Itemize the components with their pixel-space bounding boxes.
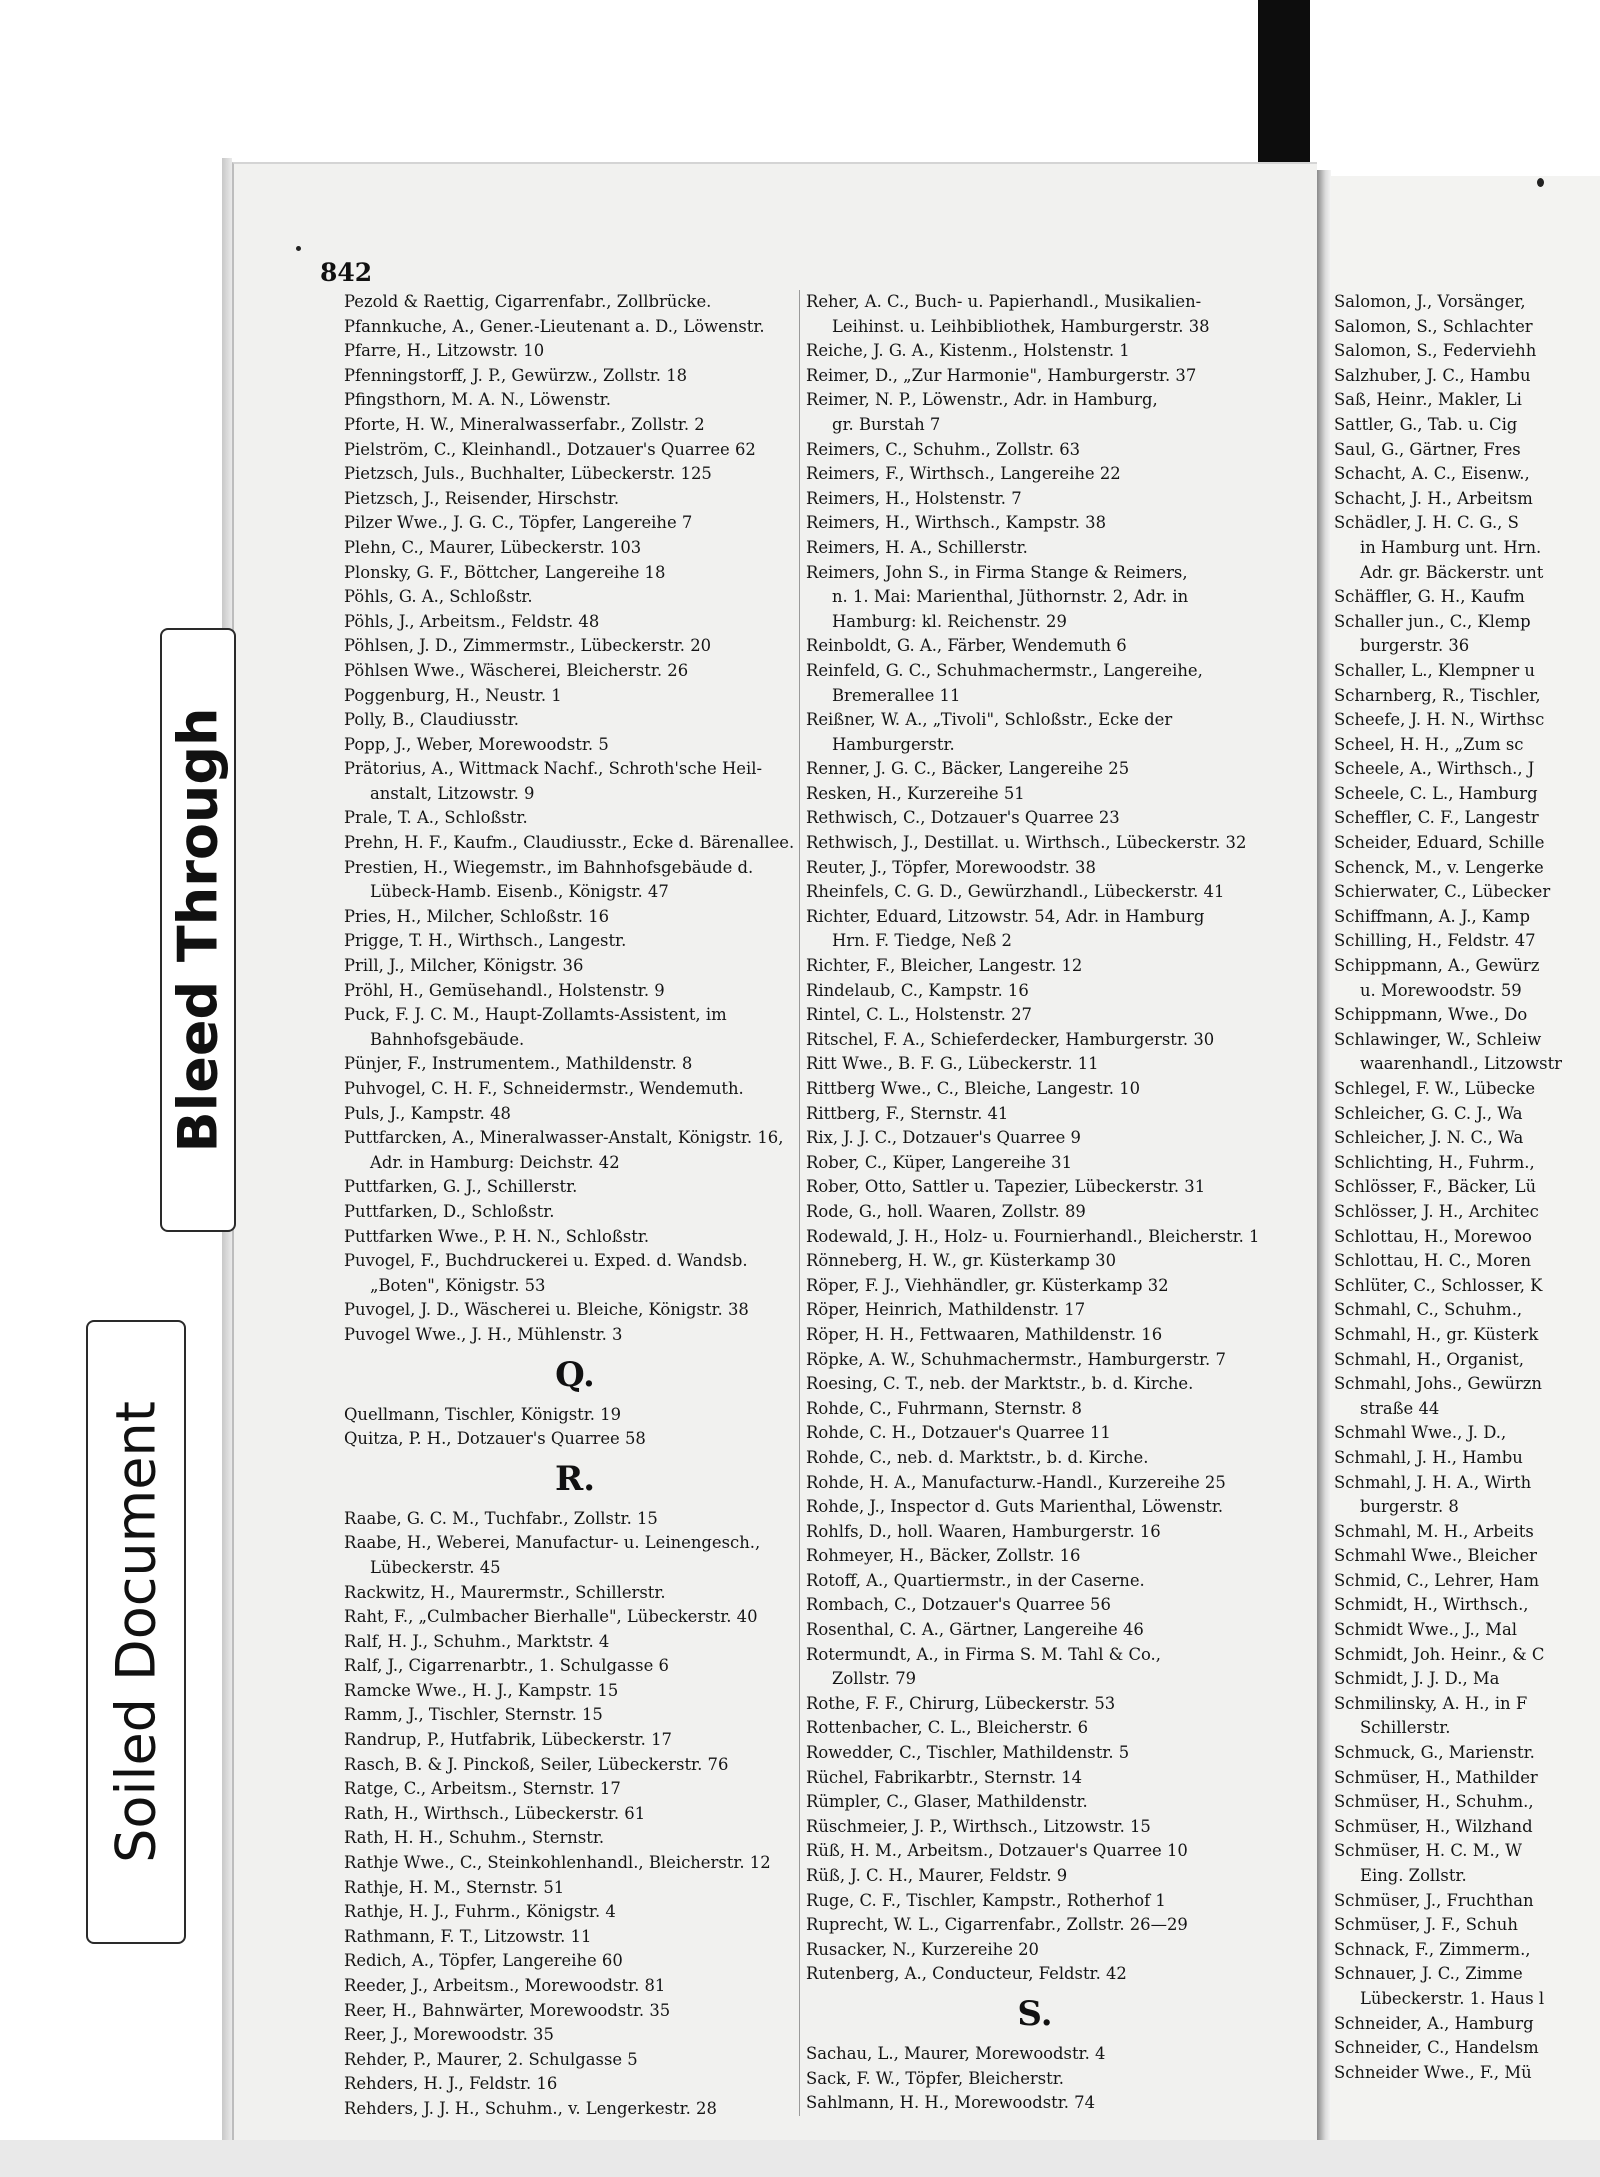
directory-entry: Pfenningstorff, J. P., Gewürzw., Zollstr. 18 xyxy=(344,365,688,385)
directory-entry: Quitza, P. H., Dotzauer's Quarree 58 xyxy=(344,1429,646,1449)
directory-entry: Rix, J. J. C., Dotzauer's Quarree 9 xyxy=(806,1128,1081,1148)
directory-entry: Salomon, S., Federviehh xyxy=(1334,341,1537,361)
directory-entry: Puttfarken, G. J., Schillerstr. xyxy=(344,1177,578,1197)
directory-entry: Rosenthal, C. A., Gärtner, Langereihe 46 xyxy=(806,1620,1144,1640)
directory-entry: Schmüser, J., Fruchthan xyxy=(1334,1890,1534,1910)
directory-entry: Reimers, H., Holstenstr. 7 xyxy=(806,488,1022,508)
directory-entry-continuation: Lübeckerstr. 1. Haus l xyxy=(1360,1988,1545,2008)
directory-entry: Sahlmann, H. H., Morewoodstr. 74 xyxy=(806,2093,1096,2113)
directory-entry: Rathmann, F. T., Litzowstr. 11 xyxy=(344,1926,592,1946)
directory-entry: Schmuck, G., Marienstr. xyxy=(1334,1743,1535,1763)
directory-entry: Reer, H., Bahnwärter, Morewoodstr. 35 xyxy=(344,2000,671,2020)
directory-entry: Raabe, G. C. M., Tuchfabr., Zollstr. 15 xyxy=(344,1508,658,1528)
directory-entry: Sachau, L., Maurer, Morewoodstr. 4 xyxy=(806,2043,1106,2063)
directory-entry: Schmüser, H., Schuhm., xyxy=(1334,1792,1534,1812)
directory-entry: Rheinfels, C. G. D., Gewürzhandl., Lübeckerstr. 41 xyxy=(806,882,1225,902)
directory-entry: Pielström, C., Kleinhandl., Dotzauer's Quarree 62 xyxy=(344,439,756,459)
directory-entry: Puvogel, F., Buchdruckerei u. Exped. d. Wandsb. xyxy=(344,1251,748,1271)
directory-entry-continuation: in Hamburg unt. Hrn. xyxy=(1360,537,1542,557)
directory-entry: Prestien, H., Wiegemstr., im Bahnhofsgebäude d. xyxy=(344,857,754,877)
directory-entry: Quellmann, Tischler, Königstr. 19 xyxy=(344,1404,622,1424)
directory-entry: Reimer, D., „Zur Harmonie", Hamburgerstr. 37 xyxy=(806,365,1197,385)
directory-entry: Ratge, C., Arbeitsm., Sternstr. 17 xyxy=(344,1779,621,1799)
directory-entry: Schilling, H., Feldstr. 47 xyxy=(1334,931,1536,951)
directory-entry: Schippmann, A., Gewürz xyxy=(1334,956,1540,976)
directory-entry: Rusacker, N., Kurzereihe 20 xyxy=(806,1939,1039,1959)
book-gutter xyxy=(1317,170,1331,2145)
directory-entry: Pries, H., Milcher, Schloßstr. 16 xyxy=(344,906,610,926)
directory-entry-continuation: „Boten", Königstr. 53 xyxy=(370,1275,546,1295)
directory-entry: Rath, H., Wirthsch., Lübeckerstr. 61 xyxy=(344,1803,646,1823)
directory-entry: Pöhls, G. A., Schloßstr. xyxy=(344,587,533,607)
bleed-through-stamp xyxy=(160,628,236,1232)
directory-entry: Schmid, C., Lehrer, Ham xyxy=(1334,1570,1539,1590)
directory-entry: Schlottau, H. C., Moren xyxy=(1334,1251,1532,1271)
directory-entry: Scheffler, C. F., Langestr xyxy=(1334,808,1539,828)
directory-entry: Plonsky, G. F., Böttcher, Langereihe 18 xyxy=(344,562,666,582)
directory-entry: Schacht, A. C., Eisenw., xyxy=(1334,464,1530,484)
directory-entry: Reeder, J., Arbeitsm., Morewoodstr. 81 xyxy=(344,1976,666,1995)
directory-entry: Rober, Otto, Sattler u. Tapezier, Lübeckerstr. 31 xyxy=(806,1177,1206,1197)
directory-entry: Puttfarcken, A., Mineralwasser-Anstalt, Königstr. 16, xyxy=(344,1128,784,1148)
directory-entry: Schlottau, H., Morewoo xyxy=(1334,1226,1532,1246)
directory-entry: Schmidt Wwe., J., Mal xyxy=(1334,1620,1517,1640)
directory-entry: Rehder, P., Maurer, 2. Schulgasse 5 xyxy=(344,2049,638,2069)
directory-entry: Ruge, C. F., Tischler, Kampstr., Rotherhof 1 xyxy=(806,1890,1166,1910)
directory-entry-continuation: Bahnhofsgebäude. xyxy=(370,1029,525,1049)
directory-entry: Schmilinsky, A. H., in F xyxy=(1334,1693,1528,1713)
directory-entry: Ramcke Wwe., H. J., Kampstr. 15 xyxy=(344,1680,619,1700)
directory-entry: Redich, A., Töpfer, Langereihe 60 xyxy=(344,1951,623,1971)
directory-entry: Raht, F., „Culmbacher Bierhalle", Lübeckerstr. 40 xyxy=(344,1607,758,1627)
directory-entry: Rotoff, A., Quartiermstr., in der Caserne. xyxy=(806,1570,1145,1590)
directory-entry-continuation: anstalt, Litzowstr. 9 xyxy=(370,783,535,803)
directory-entry: Schnack, F., Zimmerm., xyxy=(1334,1939,1531,1959)
directory-entry: Schmüser, H. C. M., W xyxy=(1334,1841,1522,1861)
directory-entry: Rathje, H. M., Sternstr. 51 xyxy=(344,1877,565,1897)
directory-entry: Rüß, J. C. H., Maurer, Feldstr. 9 xyxy=(806,1866,1068,1885)
directory-entry: Schmahl, H., gr. Küsterk xyxy=(1334,1324,1539,1344)
directory-entry: Schmahl, C., Schuhm., xyxy=(1334,1300,1523,1320)
directory-entry: Rober, C., Küper, Langereihe 31 xyxy=(806,1152,1073,1172)
directory-entry-continuation: burgerstr. 8 xyxy=(1360,1497,1459,1517)
directory-entry-continuation: u. Morewoodstr. 59 xyxy=(1360,980,1522,1000)
directory-entry: Reimers, H., Wirthsch., Kampstr. 38 xyxy=(806,513,1107,533)
directory-entry: Rohde, C., neb. d. Marktstr., b. d. Kirche. xyxy=(806,1447,1149,1467)
directory-entry: Rombach, C., Dotzauer's Quarree 56 xyxy=(806,1595,1111,1615)
directory-entry: Schippmann, Wwe., Do xyxy=(1334,1005,1528,1025)
directory-entry: Rath, H. H., Schuhm., Sternstr. xyxy=(344,1828,605,1848)
directory-entry: Popp, J., Weber, Morewoodstr. 5 xyxy=(344,734,609,754)
directory-entry-continuation: Eing. Zollstr. xyxy=(1360,1866,1467,1885)
directory-entry-continuation: Zollstr. 79 xyxy=(832,1669,917,1689)
bleed-through-label: Bleed Through xyxy=(166,707,230,1153)
directory-entry: Rowedder, C., Tischler, Mathildenstr. 5 xyxy=(806,1743,1130,1763)
directory-entry: Schmahl Wwe., J. D., xyxy=(1334,1423,1507,1443)
directory-entry: Reinboldt, G. A., Färber, Wendemuth 6 xyxy=(806,636,1127,656)
directory-entry: Rode, G., holl. Waaren, Zollstr. 89 xyxy=(806,1201,1086,1221)
directory-entry: Schaller jun., C., Klemp xyxy=(1334,611,1531,631)
directory-entry: Pietzsch, Juls., Buchhalter, Lübeckerstr. 125 xyxy=(344,464,712,484)
directory-entry-continuation: Hamburgerstr. xyxy=(832,734,955,754)
directory-entry: Prigge, T. H., Wirthsch., Langestr. xyxy=(344,931,627,951)
directory-entry: Reimer, N. P., Löwenstr., Adr. in Hamburg, xyxy=(806,390,1158,410)
directory-entry: Schmüser, H., Mathilder xyxy=(1334,1767,1538,1787)
directory-entry: Ramm, J., Tischler, Sternstr. 15 xyxy=(344,1705,603,1725)
directory-entry: Rodewald, J. H., Holz- u. Fournierhandl., Bleicherstr. 1 xyxy=(806,1226,1260,1246)
directory-entry: Pilzer Wwe., J. G. C., Töpfer, Langereihe 7 xyxy=(344,513,693,533)
directory-entry: Prätorius, A., Wittmack Nachf., Schroth'sche Heil- xyxy=(344,759,762,779)
directory-entry: Schneider Wwe., F., Mü xyxy=(1334,2062,1532,2082)
directory-entry: Rehders, H. J., Feldstr. 16 xyxy=(344,2074,558,2094)
directory-entry: Rönneberg, H. W., gr. Küsterkamp 30 xyxy=(806,1251,1117,1271)
directory-entry: Schmidt, H., Wirthsch., xyxy=(1334,1595,1529,1615)
directory-entry: Rethwisch, C., Dotzauer's Quarree 23 xyxy=(806,808,1120,828)
directory-entry-continuation: n. 1. Mai: Marienthal, Jüthornstr. 2, Adr. in xyxy=(832,587,1189,607)
directory-entry: Scheider, Eduard, Schille xyxy=(1334,833,1545,853)
directory-entry: Schaller, L., Klempner u xyxy=(1334,660,1535,680)
directory-entry: Rothe, F. F., Chirurg, Lübeckerstr. 53 xyxy=(806,1693,1116,1713)
directory-entry: Rohlfs, D., holl. Waaren, Hamburgerstr. 16 xyxy=(806,1521,1161,1541)
speck-dot xyxy=(296,246,301,251)
directory-column-left xyxy=(344,290,806,2122)
directory-entry-continuation: Hamburg: kl. Reichenstr. 29 xyxy=(832,611,1067,631)
directory-entry-continuation: Leihinst. u. Leihbibliothek, Hamburgerstr. 38 xyxy=(832,316,1210,336)
directory-entry: Röpke, A. W., Schuhmachermstr., Hamburgerstr. 7 xyxy=(806,1349,1226,1369)
directory-entry: Schierwater, C., Lübecker xyxy=(1334,882,1551,902)
directory-entry: Pfarre, H., Litzowstr. 10 xyxy=(344,341,545,361)
directory-entry: Rindelaub, C., Kampstr. 16 xyxy=(806,980,1029,1000)
directory-entry: Rasch, B. & J. Pinckoß, Seiler, Lübeckerstr. 76 xyxy=(344,1754,729,1774)
directory-entry: Polly, B., Claudiusstr. xyxy=(344,710,519,730)
directory-entry: Schlawinger, W., Schleiw xyxy=(1334,1029,1542,1049)
directory-entry: Pietzsch, J., Reisender, Hirschstr. xyxy=(344,488,620,508)
directory-entry: Schäffler, G. H., Kaufm xyxy=(1334,587,1525,607)
directory-entry-continuation: Adr. gr. Bäckerstr. unt xyxy=(1360,562,1544,582)
page-number: 842 xyxy=(320,258,373,287)
directory-entry: Richter, F., Bleicher, Langestr. 12 xyxy=(806,956,1083,976)
soiled-document-stamp xyxy=(86,1320,186,1944)
soiled-document-label: Soiled Document xyxy=(104,1401,168,1863)
directory-entry: Reiche, J. G. A., Kistenm., Holstenstr. 1 xyxy=(806,341,1130,361)
directory-entry: Schiffmann, A. J., Kamp xyxy=(1334,906,1530,926)
directory-entry: Schädler, J. H. C. G., S xyxy=(1334,513,1519,533)
directory-entry: Pöhls, J., Arbeitsm., Feldstr. 48 xyxy=(344,611,600,631)
directory-entry: Reer, J., Morewoodstr. 35 xyxy=(344,2025,554,2045)
directory-entry: Rittberg, F., Sternstr. 41 xyxy=(806,1103,1009,1123)
directory-entry: Schmahl, M. H., Arbeits xyxy=(1334,1521,1534,1541)
directory-entry: Scheele, C. L., Hamburg xyxy=(1334,783,1538,803)
directory-entry: Puls, J., Kampstr. 48 xyxy=(344,1103,511,1123)
directory-entry: Roesing, C. T., neb. der Marktstr., b. d. Kirche. xyxy=(806,1374,1194,1394)
directory-entry: Schneider, C., Handelsm xyxy=(1334,2038,1539,2058)
directory-entry: Schmahl, H., Organist, xyxy=(1334,1349,1524,1369)
scan-bottom-band xyxy=(0,2140,1600,2177)
directory-entry: Rackwitz, H., Maurermstr., Schillerstr. xyxy=(344,1582,666,1602)
letter-heading: Q. xyxy=(555,1354,595,1395)
directory-entry: Reimers, H. A., Schillerstr. xyxy=(806,537,1028,557)
directory-entry: Rüschmeier, J. P., Wirthsch., Litzowstr. 15 xyxy=(806,1816,1151,1836)
directory-entry: Scheel, H. H., „Zum sc xyxy=(1334,734,1524,754)
directory-entry: Poggenburg, H., Neustr. 1 xyxy=(344,685,562,705)
directory-entry: Prale, T. A., Schloßstr. xyxy=(344,808,528,828)
directory-entry: Resken, H., Kurzereihe 51 xyxy=(806,783,1025,803)
directory-entry: Schnauer, J. C., Zimme xyxy=(1334,1964,1523,1984)
directory-entry: Rathje, H. J., Fuhrm., Königstr. 4 xyxy=(344,1902,616,1922)
directory-entry: Sattler, G., Tab. u. Cig xyxy=(1334,414,1518,434)
directory-entry: Prehn, H. F., Kaufm., Claudiusstr., Ecke d. Bärenallee. xyxy=(344,833,795,853)
directory-entry: Reher, A. C., Buch- u. Papierhandl., Musikalien- xyxy=(806,292,1202,311)
directory-entry: Rottenbacher, C. L., Bleicherstr. 6 xyxy=(806,1718,1089,1738)
directory-entry: Salomon, S., Schlachter xyxy=(1334,316,1533,336)
directory-entry: Rohde, J., Inspector d. Guts Marienthal, Löwenstr. xyxy=(806,1497,1224,1517)
directory-entry: Rohde, C., Fuhrmann, Sternstr. 8 xyxy=(806,1398,1082,1418)
directory-entry: Schmüser, H., Wilzhand xyxy=(1334,1816,1533,1836)
directory-entry: Schlegel, F. W., Lübecke xyxy=(1334,1079,1536,1098)
directory-entry-continuation: burgerstr. 36 xyxy=(1360,636,1470,656)
directory-entry: Schmidt, J. J. D., Ma xyxy=(1334,1669,1500,1689)
directory-entry: Randrup, P., Hutfabrik, Lübeckerstr. 17 xyxy=(344,1730,672,1750)
directory-entry-continuation: straße 44 xyxy=(1360,1398,1440,1418)
directory-entry: Ritt Wwe., B. F. G., Lübeckerstr. 11 xyxy=(806,1054,1099,1074)
directory-entry: Pöhlsen, J. D., Zimmermstr., Lübeckerstr. 20 xyxy=(344,636,712,656)
directory-entry: Rehders, J. J. H., Schuhm., v. Lengerkestr. 28 xyxy=(344,2098,717,2118)
directory-entry: Rotermundt, A., in Firma S. M. Tahl & Co., xyxy=(806,1644,1161,1664)
directory-entry: Schenck, M., v. Lengerke xyxy=(1334,857,1544,877)
directory-entry: Sack, F. W., Töpfer, Bleicherstr. xyxy=(806,2068,1065,2088)
directory-entry: Pfingsthorn, M. A. N., Löwenstr. xyxy=(344,390,611,410)
directory-entry: Rethwisch, J., Destillat. u. Wirthsch., Lübeckerstr. 32 xyxy=(806,833,1247,853)
directory-entry: Pünjer, F., Instrumentem., Mathildenstr. 8 xyxy=(344,1054,693,1074)
directory-entry: Scheefe, J. H. N., Wirthsc xyxy=(1334,710,1545,730)
directory-entry-continuation: Lübeck-Hamb. Eisenb., Königstr. 47 xyxy=(370,882,669,902)
directory-entry: Rümpler, C., Glaser, Mathildenstr. xyxy=(806,1792,1088,1812)
directory-entry: Schmahl, J. H. A., Wirth xyxy=(1334,1472,1532,1492)
directory-entry: Rathje Wwe., C., Steinkohlenhandl., Bleicherstr. 12 xyxy=(344,1853,771,1873)
directory-entry: Pezold & Raettig, Cigarrenfabr., Zollbrücke. xyxy=(344,292,712,311)
directory-entry: Schleicher, G. C. J., Wa xyxy=(1334,1103,1523,1123)
directory-entry: Scheele, A., Wirthsch., J xyxy=(1334,759,1535,779)
directory-entry: Pröhl, H., Gemüsehandl., Holstenstr. 9 xyxy=(344,980,665,1000)
directory-entry: Rohde, C. H., Dotzauer's Quarree 11 xyxy=(806,1423,1111,1443)
directory-entry: Renner, J. G. C., Bäcker, Langereihe 25 xyxy=(806,759,1130,779)
directory-entry-continuation: Bremerallee 11 xyxy=(832,685,961,705)
directory-entry: Schmahl Wwe., Bleicher xyxy=(1334,1546,1537,1566)
directory-entry: Rüß, H. M., Arbeitsm., Dotzauer's Quarree 10 xyxy=(806,1841,1188,1861)
directory-entry: Puhvogel, C. H. F., Schneidermstr., Wendemuth. xyxy=(344,1079,744,1098)
letter-heading: S. xyxy=(1017,1993,1053,2034)
directory-entry: Puck, F. J. C. M., Haupt-Zollamts-Assistent, im xyxy=(344,1005,727,1025)
directory-entry: Scharnberg, R., Tischler, xyxy=(1334,685,1541,705)
directory-entry: Reimers, John S., in Firma Stange & Reimers, xyxy=(806,562,1188,582)
speck-dot xyxy=(1537,178,1544,187)
directory-entry: Schmahl, Johs., Gewürzn xyxy=(1334,1374,1542,1394)
directory-entry: Ritschel, F. A., Schieferdecker, Hamburgerstr. 30 xyxy=(806,1029,1215,1049)
directory-entry: Schleicher, J. N. C., Wa xyxy=(1334,1128,1524,1148)
directory-entry: Reimers, F., Wirthsch., Langereihe 22 xyxy=(806,464,1121,484)
directory-entry: Saß, Heinr., Makler, Li xyxy=(1334,390,1522,410)
directory-entry: Saul, G., Gärtner, Fres xyxy=(1334,439,1521,459)
directory-entry: Salzhuber, J. C., Hambu xyxy=(1334,365,1531,385)
directory-entry: Rohde, H. A., Manufacturw.-Handl., Kurzereihe 25 xyxy=(806,1472,1226,1492)
directory-entry: Rüchel, Fabrikarbtr., Sternstr. 14 xyxy=(806,1767,1083,1787)
directory-entry: Schmahl, J. H., Hambu xyxy=(1334,1447,1523,1467)
directory-entry: Reinfeld, G. C., Schuhmachermstr., Langereihe, xyxy=(806,660,1203,680)
directory-entry-continuation: gr. Burstah 7 xyxy=(832,414,941,434)
directory-entry: Puvogel Wwe., J. H., Mühlenstr. 3 xyxy=(344,1324,623,1344)
directory-entry: Schmüser, J. F., Schuh xyxy=(1334,1915,1518,1935)
directory-entry: Salomon, J., Vorsänger, xyxy=(1334,292,1526,311)
directory-entry: Raabe, H., Weberei, Manufactur- u. Leinengesch., xyxy=(344,1533,761,1553)
directory-entry: Rutenberg, A., Conducteur, Feldstr. 42 xyxy=(806,1964,1127,1984)
directory-column-middle xyxy=(806,290,1264,2116)
directory-entry: Ruprecht, W. L., Cigarrenfabr., Zollstr. 26—29 xyxy=(806,1915,1188,1935)
directory-entry: Rintel, C. L., Holstenstr. 27 xyxy=(806,1005,1032,1025)
directory-entry: Reuter, J., Töpfer, Morewoodstr. 38 xyxy=(806,857,1096,877)
directory-entry: Pforte, H. W., Mineralwasserfabr., Zollstr. 2 xyxy=(344,414,705,434)
directory-entry: Prill, J., Milcher, Königstr. 36 xyxy=(344,956,584,976)
directory-entry: Puttfarken Wwe., P. H. N., Schloßstr. xyxy=(344,1226,650,1246)
directory-entry: Reißner, W. A., „Tivoli", Schloßstr., Ecke der xyxy=(806,710,1173,730)
directory-entry: Schlichting, H., Fuhrm., xyxy=(1334,1152,1535,1172)
directory-entry: Schlösser, F., Bäcker, Lü xyxy=(1334,1177,1537,1197)
directory-column-right xyxy=(1334,290,1600,2085)
directory-entry: Richter, Eduard, Litzowstr. 54, Adr. in Hamburg xyxy=(806,906,1205,926)
directory-entry: Reimers, C., Schuhm., Zollstr. 63 xyxy=(806,439,1081,459)
directory-entry-continuation: Lübeckerstr. 45 xyxy=(370,1557,501,1577)
directory-entry: Rittberg Wwe., C., Bleiche, Langestr. 10 xyxy=(806,1079,1141,1098)
directory-entry: Röper, Heinrich, Mathildenstr. 17 xyxy=(806,1300,1086,1320)
directory-entry: Schlüter, C., Schlosser, K xyxy=(1334,1275,1543,1295)
directory-entry: Röper, F. J., Viehhändler, gr. Küsterkamp 32 xyxy=(806,1275,1169,1295)
directory-entry: Pöhlsen Wwe., Wäscherei, Bleicherstr. 26 xyxy=(344,660,689,680)
directory-entry: Puvogel, J. D., Wäscherei u. Bleiche, Königstr. 38 xyxy=(344,1300,749,1320)
directory-entry: Puttfarken, D., Schloßstr. xyxy=(344,1201,555,1221)
directory-entry-continuation: waarenhandl., Litzowstr xyxy=(1360,1054,1562,1074)
letter-heading: R. xyxy=(554,1458,596,1499)
directory-entry: Röper, H. H., Fettwaaren, Mathildenstr. 16 xyxy=(806,1324,1163,1344)
directory-entry-continuation: Adr. in Hamburg: Deichstr. 42 xyxy=(370,1152,620,1172)
directory-entry-continuation: Hrn. F. Tiedge, Neß 2 xyxy=(832,931,1012,951)
directory-entry: Ralf, J., Cigarrenarbtr., 1. Schulgasse 6 xyxy=(344,1656,669,1676)
directory-entry: Plehn, C., Maurer, Lübeckerstr. 103 xyxy=(344,537,642,557)
directory-entry: Pfannkuche, A., Gener.-Lieutenant a. D., Löwenstr. xyxy=(344,316,765,336)
directory-entry: Rohmeyer, H., Bäcker, Zollstr. 16 xyxy=(806,1546,1081,1566)
directory-entry-continuation: Schillerstr. xyxy=(1360,1718,1451,1738)
directory-entry: Schmidt, Joh. Heinr., & C xyxy=(1334,1644,1545,1664)
directory-entry: Schacht, J. H., Arbeitsm xyxy=(1334,488,1533,508)
directory-entry: Ralf, H. J., Schuhm., Marktstr. 4 xyxy=(344,1631,610,1651)
directory-entry: Schneider, A., Hamburg xyxy=(1334,2013,1534,2033)
directory-entry: Schlösser, J. H., Architec xyxy=(1334,1201,1539,1221)
